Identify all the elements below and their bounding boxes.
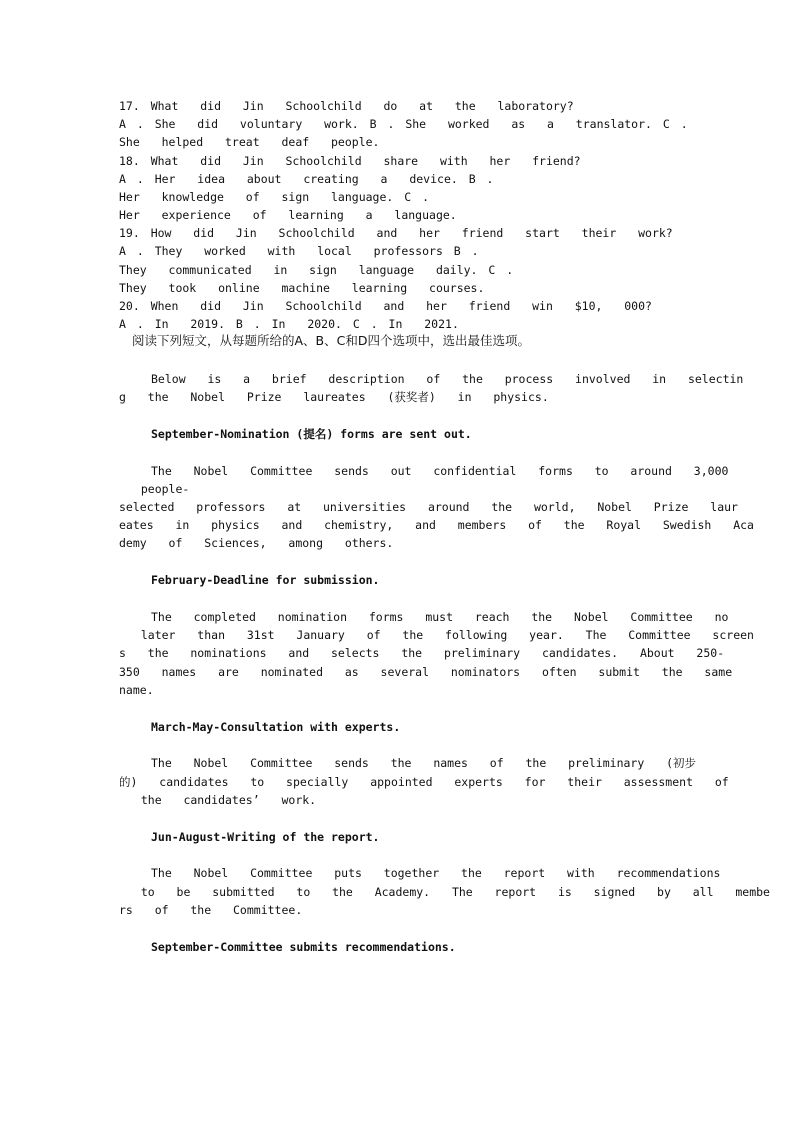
section-heading-september-nomination: September-Nomination (提名) forms are sent out. xyxy=(151,427,472,441)
section-3-line-1: The Nobel Committee sends the names of the preliminary (初步 xyxy=(151,756,697,770)
question-17: 17. What did Jin Schoolchild do at the laboratory? xyxy=(119,99,574,113)
question-18-options-line-2: Her knowledge of sign language. C . xyxy=(119,190,430,204)
question-20-options-line-1: A . In 2019. B . In 2020. C . In 2021. xyxy=(119,317,459,331)
section-heading-jun-august-report: Jun-August-Writing of the report. xyxy=(151,830,380,844)
passage-intro-line-1: Below is a brief description of the process involved in selectin xyxy=(151,372,744,386)
section-3-line-2: 的) candidates to specially appointed experts for their assessment of xyxy=(119,775,729,789)
section-4-line-3: rs of the Committee. xyxy=(119,903,303,917)
question-19-options-line-3: They took online machine learning courses. xyxy=(119,281,485,295)
passage-intro-line-2: g the Nobel Prize laureates (获奖者) in physics. xyxy=(119,390,549,404)
section-heading-february-deadline: February-Deadline for submission. xyxy=(151,573,380,587)
section-heading-september-recommendations: September-Committee submits recommendations. xyxy=(151,940,456,954)
section-2-line-5: name. xyxy=(119,683,154,697)
question-20: 20. When did Jin Schoolchild and her friend win $10, 000? xyxy=(119,299,652,313)
section-4-line-2: to be submitted to the Academy. The report is signed by all membe xyxy=(119,885,770,899)
section-heading-march-may-consultation: March-May-Consultation with experts. xyxy=(151,720,401,734)
section-2-line-2: later than 31st January of the following year. The Committee screen xyxy=(119,628,754,642)
section-1-line-3: selected professors at universities around the world, Nobel Prize laur xyxy=(119,500,738,514)
question-19-options-line-2: They communicated in sign language daily. C . xyxy=(119,263,514,277)
reading-instruction: 阅读下列短文，从每题所给的A、B、C和D四个选项中，选出最佳选项。 xyxy=(132,333,530,348)
section-2-line-1: The completed nomination forms must reach the Nobel Committee no xyxy=(151,610,729,624)
question-17-options-line-2: She helped treat deaf people. xyxy=(119,135,380,149)
question-19-options-line-1: A . They worked with local professors B . xyxy=(119,244,479,258)
question-19: 19. How did Jin Schoolchild and her friend start their work? xyxy=(119,226,673,240)
section-1-line-5: demy of Sciences, among others. xyxy=(119,536,394,550)
question-18: 18. What did Jin Schoolchild share with her friend? xyxy=(119,154,581,168)
question-18-options-line-3: Her experience of learning a language. xyxy=(119,208,457,222)
question-18-options-line-1: A . Her idea about creating a device. B . xyxy=(119,172,494,186)
section-1-line-4: eates in physics and chemistry, and members of the Royal Swedish Aca xyxy=(119,518,754,532)
section-2-line-3: s the nominations and selects the preliminary candidates. About 250- xyxy=(119,646,725,660)
section-1-line-1: The Nobel Committee sends out confidential forms to around 3,000 xyxy=(151,464,729,478)
section-3-line-3: the candidates’ work. xyxy=(119,793,317,807)
section-2-line-4: 350 names are nominated as several nominators often submit the same xyxy=(119,665,733,679)
question-17-options-line-1: A . She did voluntary work. B . She worked as a translator. C . xyxy=(119,117,688,131)
section-1-line-2: people- xyxy=(119,482,190,496)
section-4-line-1: The Nobel Committee puts together the report with recommendations xyxy=(151,866,721,880)
